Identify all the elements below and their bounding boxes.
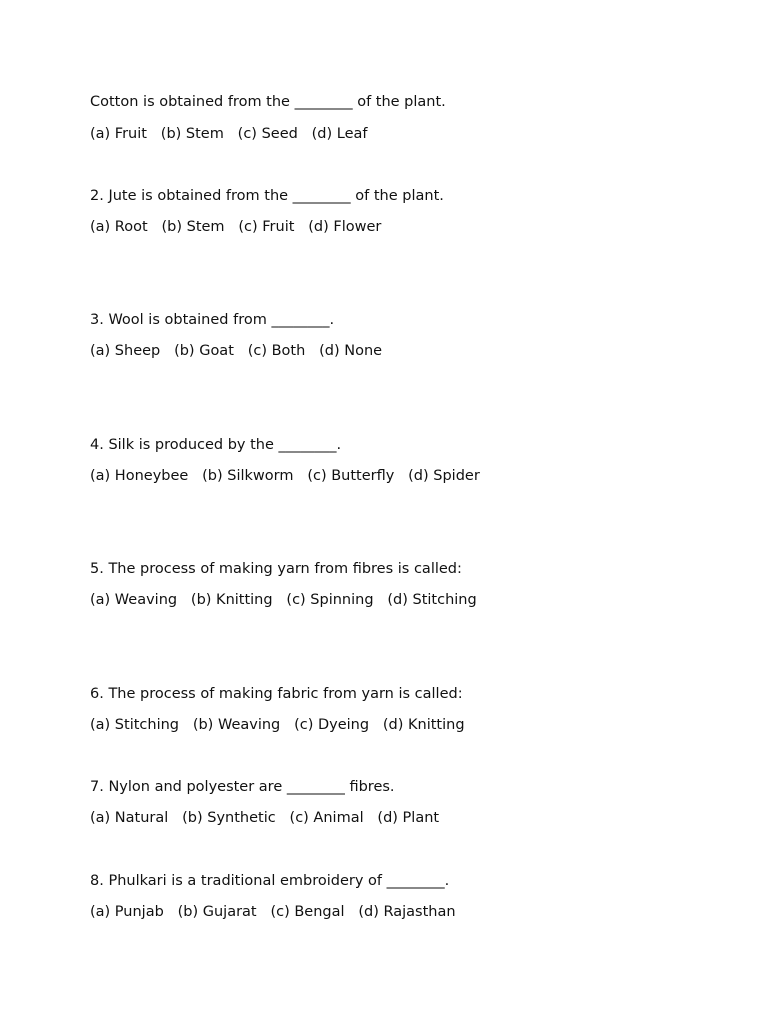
question-2-options: (a) Root (b) Stem (c) Fruit (d) Flower bbox=[90, 219, 382, 235]
question-1-options: (a) Fruit (b) Stem (c) Seed (d) Leaf bbox=[90, 126, 368, 142]
question-3-text: 3. Wool is obtained from ________. bbox=[90, 312, 335, 328]
question-8-options: (a) Punjab (b) Gujarat (c) Bengal (d) Rajasthan bbox=[90, 904, 456, 920]
question-3-options: (a) Sheep (b) Goat (c) Both (d) None bbox=[90, 343, 383, 359]
question-2-text: 2. Jute is obtained from the ________ of the plant. bbox=[90, 188, 444, 204]
question-6-options: (a) Stitching (b) Weaving (c) Dyeing (d) Knitting bbox=[90, 717, 465, 733]
question-6-text: 6. The process of making fabric from yarn is called: bbox=[90, 686, 463, 702]
question-4-text: 4. Silk is produced by the ________. bbox=[90, 437, 342, 453]
question-1-text: Cotton is obtained from the ________ of the plant. bbox=[90, 94, 446, 110]
question-7-options: (a) Natural (b) Synthetic (c) Animal (d) Plant bbox=[90, 810, 440, 826]
question-5-options: (a) Weaving (b) Knitting (c) Spinning (d) Stitching bbox=[90, 592, 477, 608]
question-4-options: (a) Honeybee (b) Silkworm (c) Butterfly (d) Spider bbox=[90, 468, 480, 484]
question-7-text: 7. Nylon and polyester are ________ fibres. bbox=[90, 779, 395, 795]
question-5-text: 5. The process of making yarn from fibres is called: bbox=[90, 561, 462, 577]
question-8-text: 8. Phulkari is a traditional embroidery of ________. bbox=[90, 873, 450, 889]
